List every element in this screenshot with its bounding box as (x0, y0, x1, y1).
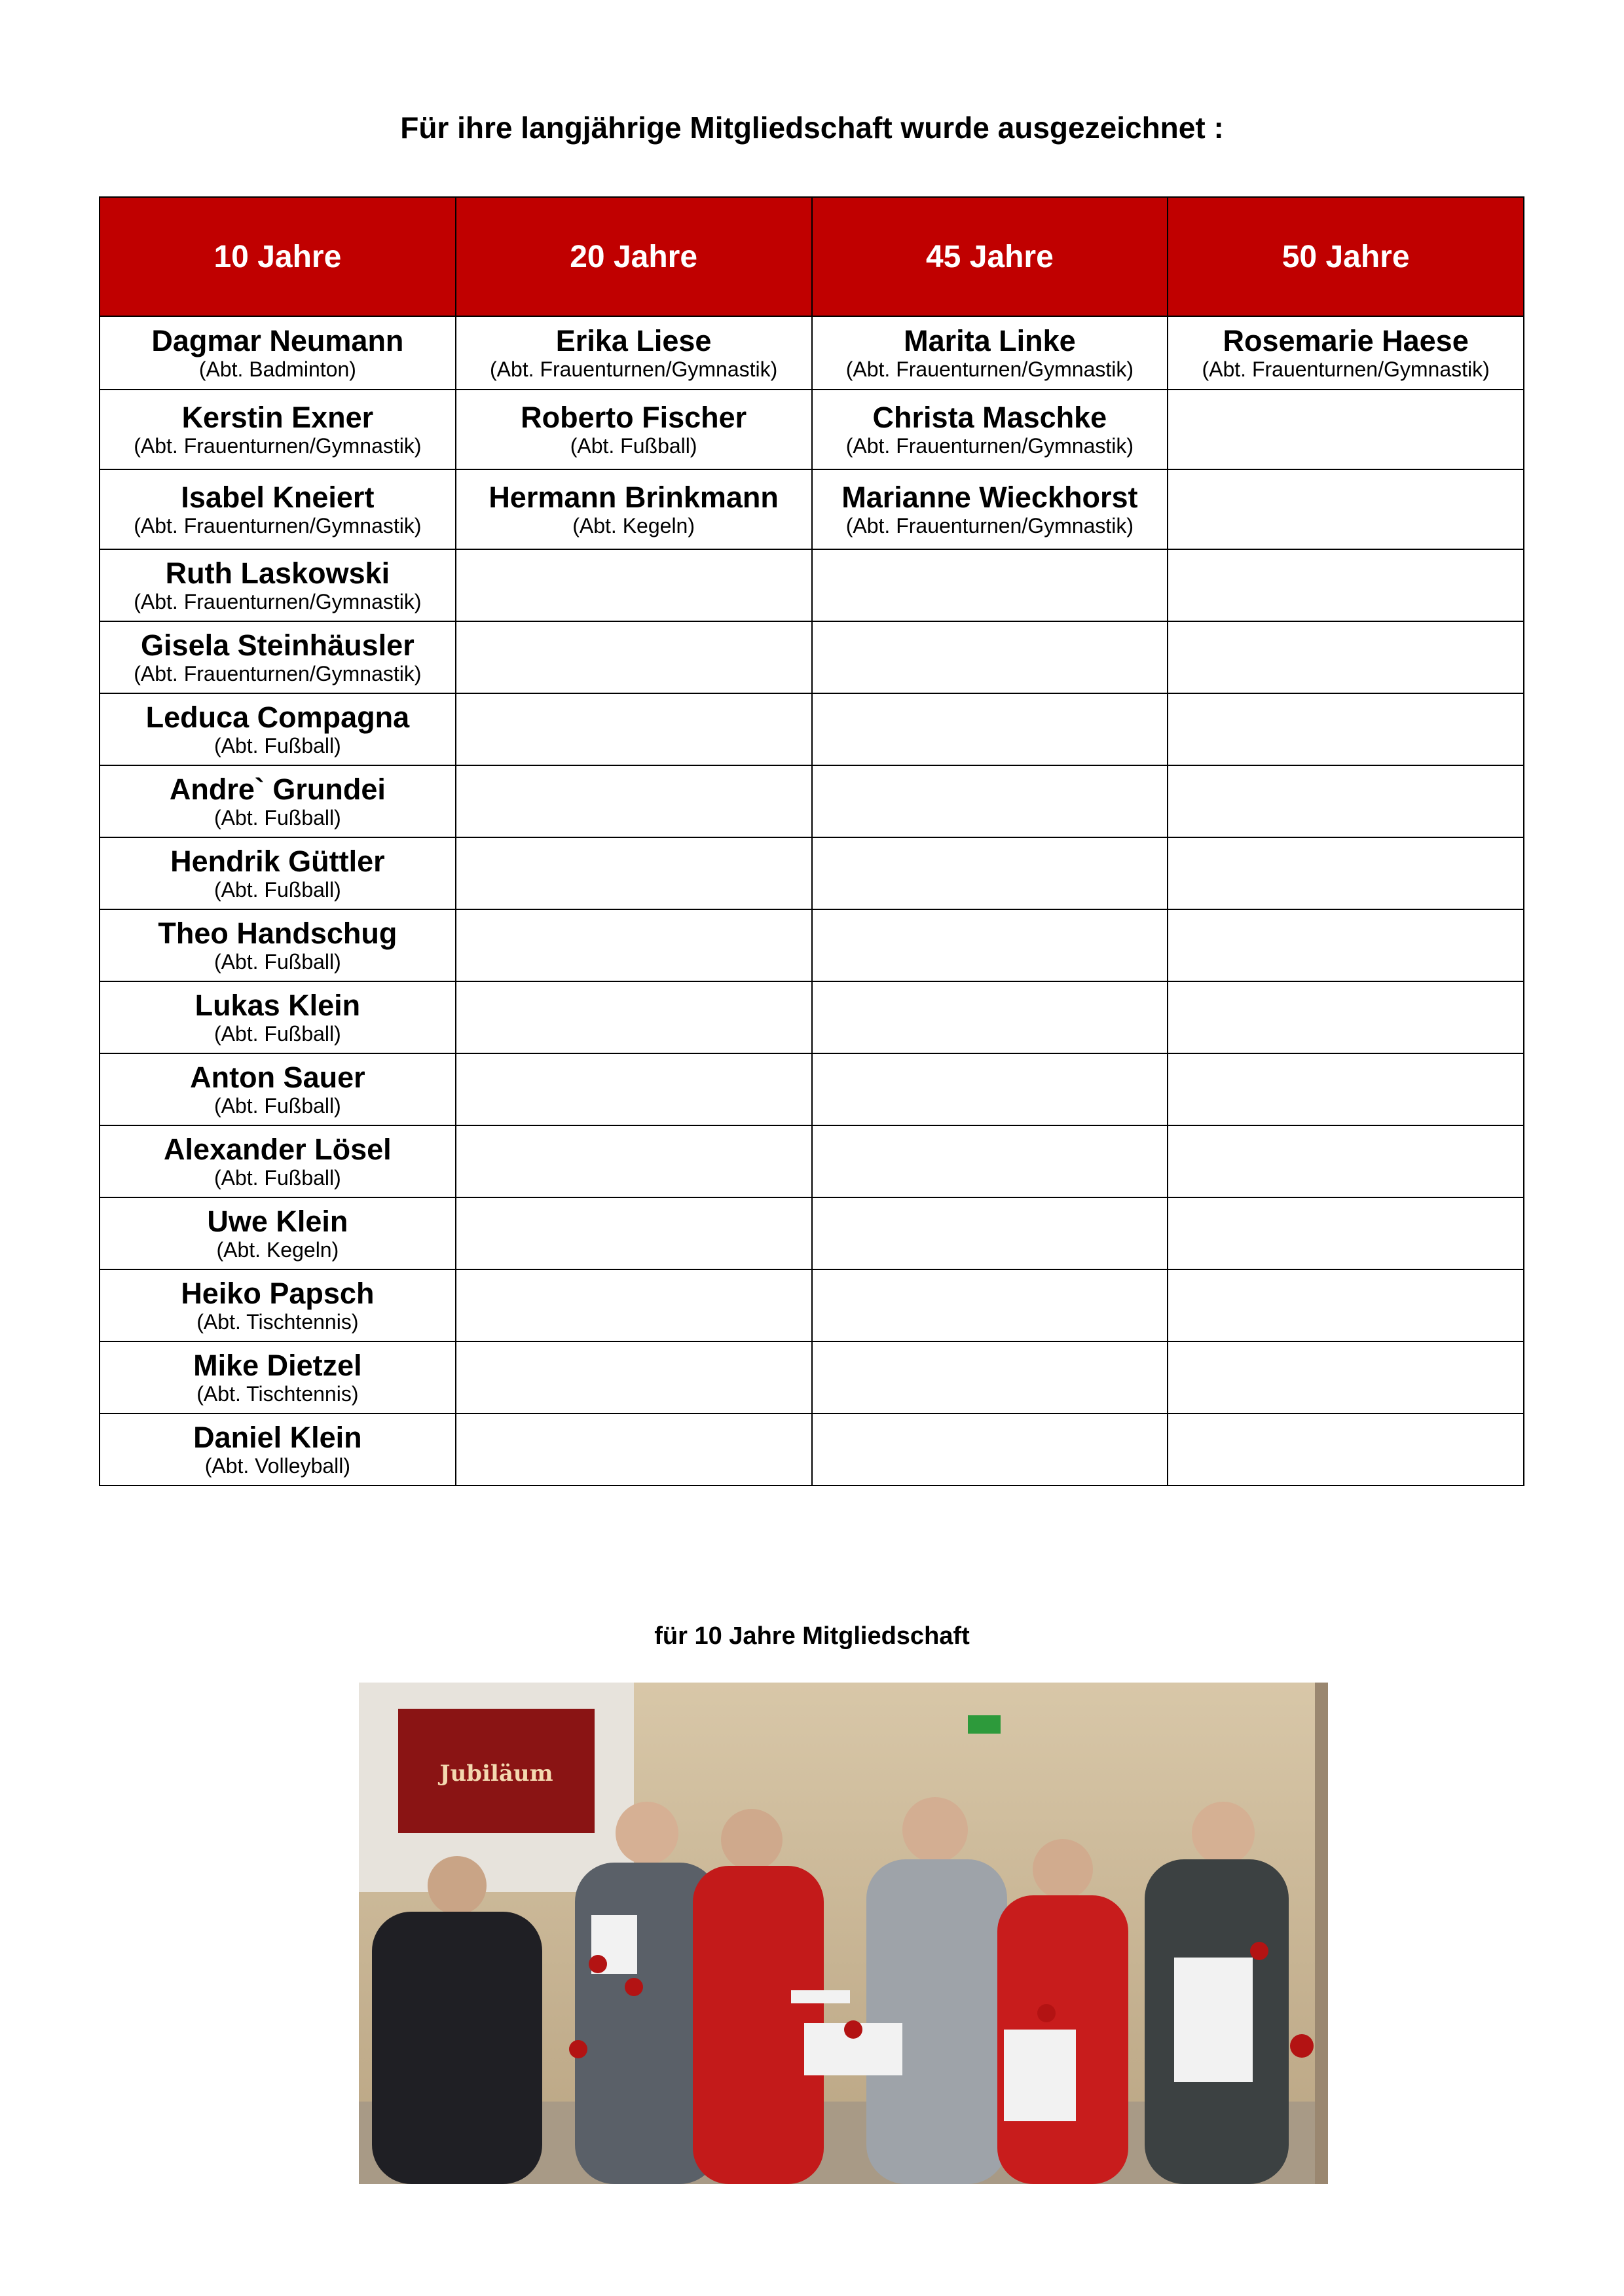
table-row (100, 981, 1524, 1053)
member-cell (1168, 693, 1524, 765)
member-cell (100, 549, 456, 621)
header-45-years: 45 Jahre (812, 197, 1168, 316)
member-cell (1168, 909, 1524, 981)
member-cell (456, 390, 812, 469)
table-row (100, 765, 1524, 837)
member-name: Dagmar Neumann (151, 324, 404, 357)
member-name: Hendrik Güttler (170, 845, 385, 878)
member-department: (Abt. Frauenturnen/Gymnastik) (134, 590, 422, 613)
member-cell (456, 1053, 812, 1125)
member-department: (Abt. Frauenturnen/Gymnastik) (134, 434, 422, 458)
table-row (100, 1269, 1524, 1341)
member-cell (812, 1413, 1168, 1485)
member-cell (100, 1341, 456, 1413)
table-row (100, 316, 1524, 390)
member-name: Isabel Kneiert (181, 481, 375, 514)
table-row (100, 1125, 1524, 1197)
member-cell (812, 837, 1168, 909)
member-cell (1168, 316, 1524, 390)
member-department: (Abt. Frauenturnen/Gymnastik) (134, 662, 422, 685)
screen-title: Jubiläum (439, 1760, 553, 1787)
member-cell (1168, 1125, 1524, 1197)
member-cell (1168, 1269, 1524, 1341)
member-cell (100, 390, 456, 469)
member-department: (Abt. Tischtennis) (196, 1310, 359, 1334)
member-cell (456, 316, 812, 390)
member-cell (456, 693, 812, 765)
member-name: Daniel Klein (193, 1421, 362, 1454)
member-cell (100, 909, 456, 981)
member-name: Uwe Klein (207, 1205, 348, 1238)
member-name: Hermann Brinkmann (489, 481, 779, 514)
member-cell (812, 1053, 1168, 1125)
member-cell (812, 1197, 1168, 1269)
table-row (100, 1341, 1524, 1413)
member-department: (Abt. Volleyball) (204, 1454, 351, 1478)
member-name: Gisela Steinhäusler (141, 629, 415, 662)
member-name: Leduca Compagna (145, 701, 410, 734)
member-department: (Abt. Fußball) (213, 734, 341, 757)
member-cell (1168, 621, 1524, 693)
member-cell (100, 469, 456, 549)
member-name: Heiko Papsch (181, 1277, 375, 1310)
member-cell (812, 981, 1168, 1053)
member-cell (100, 1125, 456, 1197)
member-cell (456, 1413, 812, 1485)
member-cell (456, 1125, 812, 1197)
member-name: Rosemarie Haese (1223, 324, 1469, 357)
member-department: (Abt. Fußball) (213, 950, 341, 974)
member-department: (Abt. Tischtennis) (196, 1382, 359, 1406)
member-department: (Abt. Kegeln) (572, 514, 695, 538)
member-department: (Abt. Fußball) (213, 1094, 341, 1118)
member-cell (100, 1053, 456, 1125)
member-cell (100, 765, 456, 837)
group-photo (359, 1683, 1328, 2184)
table-row (100, 1413, 1524, 1485)
membership-table (99, 196, 1524, 1486)
header-20-years: 20 Jahre (456, 197, 812, 316)
member-cell (812, 693, 1168, 765)
member-cell (812, 316, 1168, 390)
member-cell (456, 981, 812, 1053)
member-cell (100, 837, 456, 909)
member-name: Marianne Wieckhorst (841, 481, 1138, 514)
member-cell (100, 981, 456, 1053)
member-cell (100, 693, 456, 765)
member-cell (1168, 1341, 1524, 1413)
member-cell (1168, 390, 1524, 469)
member-department: (Abt. Fußball) (570, 434, 697, 458)
header-10-years: 10 Jahre (100, 197, 456, 316)
member-cell (456, 549, 812, 621)
table-row (100, 1053, 1524, 1125)
member-name: Roberto Fischer (521, 401, 747, 434)
table-body (100, 316, 1524, 1485)
member-cell (1168, 981, 1524, 1053)
member-cell (1168, 1197, 1524, 1269)
member-name: Erika Liese (555, 324, 712, 357)
member-cell (456, 909, 812, 981)
member-cell (100, 1197, 456, 1269)
member-name: Marita Linke (904, 324, 1076, 357)
member-cell (100, 1269, 456, 1341)
table-row (100, 469, 1524, 549)
photo-caption: für 10 Jahre Mitgliedschaft (654, 1622, 970, 1650)
member-name: Theo Handschug (158, 917, 397, 950)
member-cell (456, 1341, 812, 1413)
member-cell (100, 621, 456, 693)
member-cell (812, 1341, 1168, 1413)
member-cell (812, 621, 1168, 693)
member-department: (Abt. Frauenturnen/Gymnastik) (489, 357, 778, 381)
member-cell (812, 1125, 1168, 1197)
member-department: (Abt. Frauenturnen/Gymnastik) (845, 514, 1134, 538)
member-cell (456, 1197, 812, 1269)
member-department: (Abt. Frauenturnen/Gymnastik) (845, 434, 1134, 458)
member-cell (1168, 469, 1524, 549)
member-name: Andre` Grundei (169, 773, 386, 806)
table-row (100, 390, 1524, 469)
member-cell (1168, 549, 1524, 621)
member-cell (100, 316, 456, 390)
member-cell (812, 909, 1168, 981)
member-cell (1168, 1053, 1524, 1125)
table-row (100, 909, 1524, 981)
member-name: Alexander Lösel (164, 1133, 392, 1166)
table-row (100, 549, 1524, 621)
member-cell (812, 1269, 1168, 1341)
member-cell (456, 1269, 812, 1341)
member-cell (812, 549, 1168, 621)
table-row (100, 693, 1524, 765)
header-50-years: 50 Jahre (1168, 197, 1524, 316)
member-name: Ruth Laskowski (165, 556, 390, 590)
table-row (100, 837, 1524, 909)
member-department: (Abt. Fußball) (213, 878, 341, 902)
member-department: (Abt. Frauenturnen/Gymnastik) (845, 357, 1134, 381)
member-cell (456, 621, 812, 693)
member-cell (456, 837, 812, 909)
member-name: Anton Sauer (190, 1061, 365, 1094)
member-name: Christa Maschke (872, 401, 1107, 434)
member-cell (1168, 765, 1524, 837)
member-cell (100, 1413, 456, 1485)
member-name: Kerstin Exner (181, 401, 374, 434)
page-heading: Für ihre langjährige Mitgliedschaft wurde ausgezeichnet : (400, 111, 1224, 145)
member-cell (1168, 1413, 1524, 1485)
member-cell (1168, 837, 1524, 909)
table-row (100, 621, 1524, 693)
member-name: Lukas Klein (194, 989, 361, 1022)
member-cell (812, 469, 1168, 549)
member-department: (Abt. Kegeln) (216, 1238, 339, 1262)
exit-sign (968, 1715, 1001, 1734)
member-department: (Abt. Fußball) (213, 806, 341, 829)
member-department: (Abt. Fußball) (213, 1166, 341, 1190)
member-cell (456, 765, 812, 837)
member-cell (812, 765, 1168, 837)
member-department: (Abt. Frauenturnen/Gymnastik) (1202, 357, 1490, 381)
member-department: (Abt. Frauenturnen/Gymnastik) (134, 514, 422, 538)
member-cell (456, 469, 812, 549)
member-cell (812, 390, 1168, 469)
member-department: (Abt. Fußball) (213, 1022, 341, 1046)
table-row (100, 1197, 1524, 1269)
member-department: (Abt. Badminton) (198, 357, 356, 381)
member-name: Mike Dietzel (193, 1349, 362, 1382)
table-header-row (100, 197, 1524, 316)
group-photo-illustration (359, 1683, 1328, 2184)
